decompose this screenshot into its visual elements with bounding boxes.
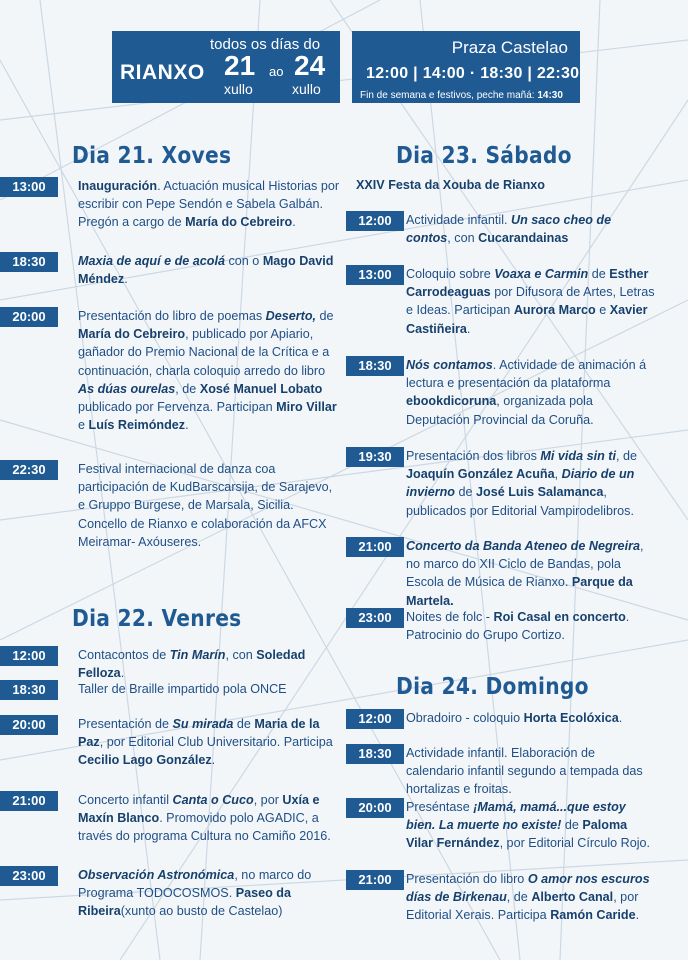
event-text-run: , no marco do XII Ciclo de Bandas, pola Escola de Música de Rianxo. bbox=[406, 539, 644, 590]
event-text-run: ¡Mamá, mamá...que estoy bien. La muerte no existe! bbox=[406, 800, 626, 833]
event-text-run: Mago David Méndez bbox=[78, 254, 334, 287]
event-time: 21:00 bbox=[346, 537, 404, 557]
event-text-run: de bbox=[233, 717, 255, 731]
event-text-run: Deserto, bbox=[265, 309, 317, 323]
event-description bbox=[78, 460, 340, 551]
event-text-run: José Luis Salamanca bbox=[476, 485, 604, 500]
event-time: 20:00 bbox=[0, 715, 58, 735]
event-time: 13:00 bbox=[0, 177, 58, 197]
event-time: 12:00 bbox=[346, 709, 404, 729]
event-text-run: . Actuación musical Historias por escribir con Pepe Sendón e Sabela Galbán. Pregón a cargo de bbox=[78, 179, 340, 230]
event-time: 18:30 bbox=[0, 680, 58, 700]
event-text-run: María do Cebreiro bbox=[78, 327, 186, 342]
event-text-run: Contacontos de bbox=[78, 648, 170, 662]
event-text-run: . bbox=[211, 753, 216, 768]
event-description bbox=[78, 715, 340, 770]
event-text-run: Presentación do libro de poemas bbox=[78, 309, 266, 323]
day-start: 21 bbox=[224, 50, 256, 81]
event-text-run: ebookdicoruna bbox=[406, 394, 497, 409]
event-text-run: . bbox=[120, 666, 125, 681]
event-text-run: por Difusora de Artes, Letras e Ideas. Participan bbox=[406, 285, 655, 318]
event-text-run: Canta o Cuco bbox=[172, 793, 254, 807]
day-heading: Dia 24. Domingo bbox=[396, 674, 589, 700]
event-time: 13:00 bbox=[346, 265, 404, 285]
event-text-run: . bbox=[466, 321, 471, 336]
event-text-run: . bbox=[185, 418, 189, 433]
event-text-run: , de bbox=[615, 449, 637, 463]
event-description bbox=[406, 537, 656, 610]
event-text-run: e bbox=[595, 303, 610, 318]
event-text-run: (xunto ao busto de Castelao) bbox=[120, 904, 283, 919]
event-text-run: Ramón Caride bbox=[550, 908, 636, 923]
place-name: Praza Castelao bbox=[451, 38, 568, 57]
event-text-run: . bbox=[618, 711, 623, 725]
event-text-run: María do Cebreiro bbox=[185, 215, 293, 230]
event-text-run: Esther Carrodeaguas bbox=[406, 267, 649, 300]
event-text-run: Paseo da Ribeira bbox=[78, 886, 292, 919]
event-text-run: Su mirada bbox=[172, 717, 234, 731]
event-description bbox=[78, 252, 340, 288]
event-text-run: Parque da Martela. bbox=[406, 575, 633, 608]
event-text-run: , por Editorial Xerais. Participa bbox=[406, 890, 639, 923]
event-text-run: . bbox=[124, 272, 128, 287]
event-text-run: Coloquio sobre bbox=[406, 267, 495, 281]
event-text-run: , de bbox=[175, 381, 200, 396]
month-label: xullo bbox=[224, 81, 253, 97]
event-text-run: Soledad Felloza bbox=[78, 648, 306, 681]
event-text-run: Uxía e Maxín Blanco bbox=[78, 793, 320, 826]
event-text-run: Xosé Manuel Lobato bbox=[199, 381, 323, 396]
event-text-run: , no marco do Programa TODOCOSMOS. bbox=[78, 868, 312, 901]
event-description bbox=[78, 866, 340, 921]
event-time: 18:30 bbox=[0, 252, 58, 272]
event-text-run: Obradoiro - coloquio bbox=[406, 711, 524, 725]
event-text-run: Luís Reimóndez bbox=[88, 418, 186, 433]
event-description bbox=[406, 709, 656, 727]
event-text-run: Mi vida sin ti bbox=[540, 449, 616, 463]
event-text-run: . Promovido polo AGADIC, a través do programa Cultura no Camiño 2016. bbox=[78, 811, 331, 844]
event-text-run: , publicado por Apiario, gañador do Premio Nacional de la Crítica e a continuación, charla coloquio arredo do libro bbox=[78, 327, 330, 378]
event-text-run: Horta Ecolóxica bbox=[523, 711, 619, 725]
event-text-run: Maxia de aquí e de acolá bbox=[78, 254, 225, 268]
event-text-run: , de bbox=[506, 890, 532, 905]
event-text-run: Actividade infantil. Elaboración de calendario infantil segundo a tempada das hortalizas e froitas. bbox=[406, 746, 643, 797]
event-text-run: Nós contamos bbox=[406, 358, 493, 372]
event-text-run: Noites de folc - bbox=[406, 610, 494, 624]
event-text-run: , por bbox=[253, 793, 283, 807]
day-heading: Dia 23. Sábado bbox=[396, 143, 572, 169]
event-text-run: e bbox=[78, 418, 89, 433]
event-description bbox=[406, 870, 656, 925]
event-text-run: Tin Marín bbox=[169, 648, 226, 662]
event-description bbox=[406, 798, 656, 853]
header-todos: todos os días do bbox=[210, 36, 321, 53]
event-text-run: Roi Casal en concerto bbox=[493, 610, 626, 624]
event-description bbox=[406, 265, 656, 338]
event-text-run: Voaxa e Carmin bbox=[494, 267, 589, 281]
month-label: xullo bbox=[292, 81, 321, 97]
event-text-run: , por Editorial Club Universitario. Participa bbox=[99, 735, 333, 750]
event-text-run: . bbox=[292, 215, 296, 230]
event-time: 20:00 bbox=[0, 307, 58, 327]
event-text-run: Maria de la Paz bbox=[78, 717, 320, 750]
event-time: 23:00 bbox=[0, 866, 58, 886]
event-text-run: Miro Villar bbox=[276, 400, 337, 415]
event-text-run: con o bbox=[225, 254, 263, 268]
event-text-run: de bbox=[316, 309, 334, 323]
event-text-run: , bbox=[554, 467, 562, 482]
festival-subtitle: XXIV Festa da Xouba de Rianxo bbox=[356, 178, 545, 192]
event-text-run: Actividade infantil. bbox=[406, 213, 512, 227]
event-text-run: Presentación de bbox=[78, 717, 173, 731]
event-text-run: . bbox=[635, 908, 640, 923]
header-dates-box bbox=[112, 31, 340, 103]
day-heading: Dia 22. Venres bbox=[72, 606, 242, 632]
event-text-run: Preséntase bbox=[406, 800, 474, 814]
event-description bbox=[78, 791, 340, 846]
event-description bbox=[406, 608, 656, 644]
event-text-run: Presentación do libro bbox=[406, 872, 528, 886]
event-time: 21:00 bbox=[0, 791, 58, 811]
event-text-run: Concerto infantil bbox=[78, 793, 173, 807]
weekend-note: Fin de semana e festivos, peche mañá: 14:30 bbox=[360, 90, 563, 101]
event-text-run: , con bbox=[225, 648, 257, 662]
event-text-run: Festival internacional de danza coa participación de KudBarscarsija, de Sarajevo, e Gruppo Burgese, de Marsala, Sicilia. Concello de Rianxo e colaboración da AFCX Meiramar- Axóuseres. bbox=[78, 462, 333, 549]
day-heading: Dia 21. Xoves bbox=[72, 143, 232, 169]
event-text-run: Paloma Vilar Fernández bbox=[406, 818, 628, 851]
event-text-run: Inauguración bbox=[78, 179, 158, 193]
event-text-run: , organizada pola Deputación Provincial da Coruña. bbox=[406, 394, 594, 427]
event-text-run: Aurora Marco bbox=[513, 303, 596, 318]
event-time: 22:30 bbox=[0, 460, 58, 480]
event-text-run: Alberto Canal bbox=[531, 890, 614, 905]
event-text-run: , publicados por Editorial Vampirodelibros. bbox=[406, 485, 634, 518]
event-text-run: Un saco cheo de contos bbox=[406, 213, 612, 246]
header-ao: ao bbox=[269, 64, 284, 79]
event-text-run: . Actividade de animación á lectura e presentación da plataforma bbox=[406, 358, 647, 391]
event-text-run: As dúas ourelas bbox=[78, 381, 176, 396]
event-text-run: , con bbox=[447, 231, 479, 246]
event-description bbox=[406, 447, 656, 520]
event-text-run: Presentación dos libros bbox=[406, 449, 541, 463]
event-text-run: publicado por Fervenza. Participan bbox=[78, 400, 277, 415]
opening-hours: 12:00 | 14:00 · 18:30 | 22:30 bbox=[366, 65, 580, 82]
event-text-run: Cucarandainas bbox=[478, 231, 569, 246]
event-time: 23:00 bbox=[346, 608, 404, 628]
event-text-run: de bbox=[455, 485, 477, 500]
event-text-run: Cecilio Lago González bbox=[78, 753, 212, 768]
event-time: 19:30 bbox=[346, 447, 404, 467]
event-time: 12:00 bbox=[346, 211, 404, 231]
event-text-run: Joaquín González Acuña bbox=[406, 467, 555, 482]
event-text-run: Xavier Castiñeira bbox=[406, 303, 648, 336]
event-description bbox=[78, 680, 340, 698]
event-text-run: Concerto da Banda Ateneo de Negreira bbox=[406, 539, 640, 553]
header-place-box bbox=[352, 31, 580, 103]
event-time: 20:00 bbox=[346, 798, 404, 818]
event-description bbox=[78, 307, 340, 434]
event-time: 12:00 bbox=[0, 646, 58, 666]
event-description bbox=[406, 211, 656, 247]
event-text-run: O amor nos escuros días de Birkenau bbox=[406, 872, 650, 905]
event-text-run: de bbox=[561, 818, 583, 833]
event-time: 18:30 bbox=[346, 744, 404, 764]
event-text-run: , por Editorial Círculo Rojo. bbox=[499, 836, 651, 851]
event-text-run: . Patrocinio do Grupo Cortizo. bbox=[406, 610, 630, 643]
event-description bbox=[406, 356, 656, 429]
event-description bbox=[406, 744, 656, 799]
town-name: RIANXO bbox=[120, 61, 205, 84]
event-text-run: Taller de Braille impartido pola ONCE bbox=[78, 682, 287, 696]
event-description bbox=[78, 646, 340, 682]
day-end: 24 bbox=[294, 50, 326, 81]
event-text-run: de bbox=[588, 267, 610, 281]
event-text-run: Diario de un invierno bbox=[406, 467, 635, 500]
event-text-run: Observación Astronómica bbox=[78, 868, 235, 882]
event-time: 18:30 bbox=[346, 356, 404, 376]
event-time: 21:00 bbox=[346, 870, 404, 890]
event-description bbox=[78, 177, 340, 232]
